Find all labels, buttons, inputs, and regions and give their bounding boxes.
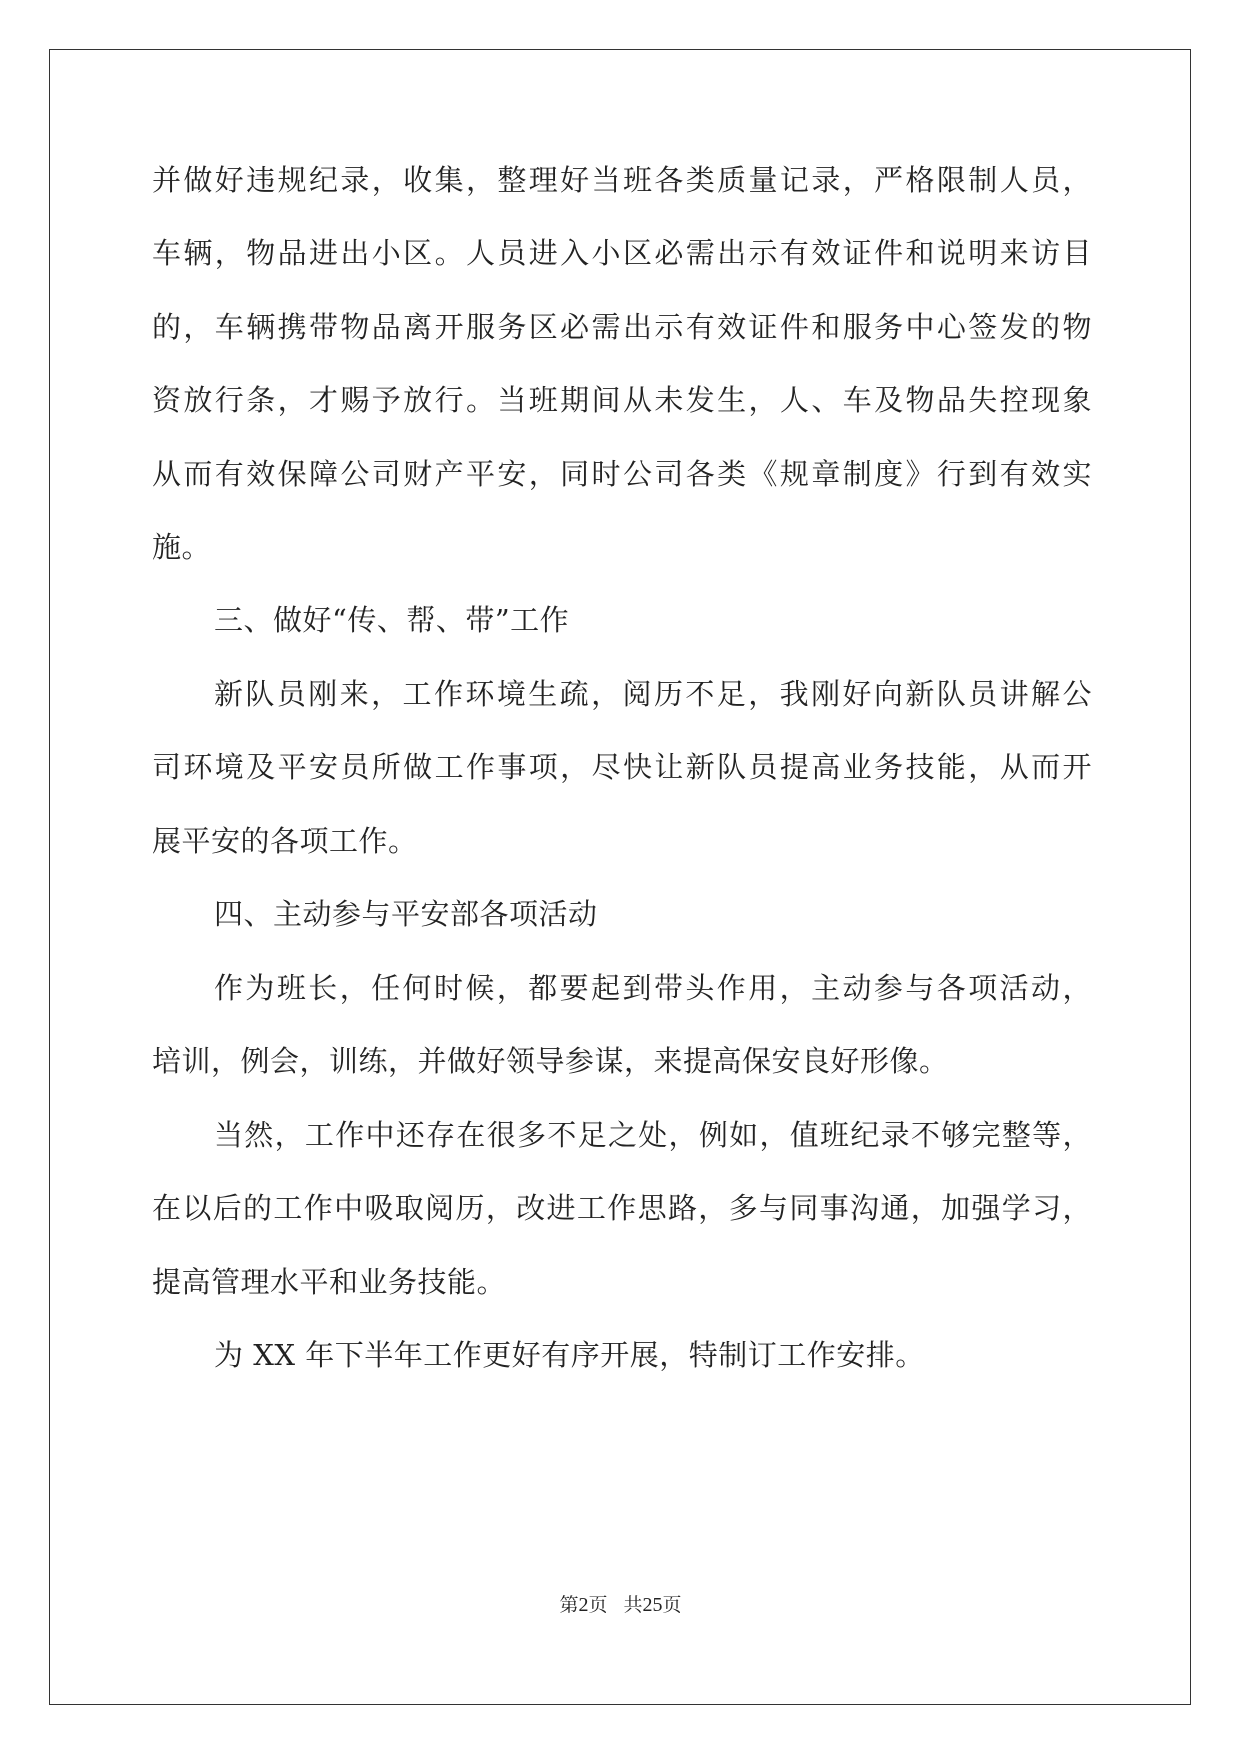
section-heading: 三、做好“传、帮、带”工作 [214, 603, 570, 637]
total-prefix: 共 [623, 1594, 643, 1616]
text-line: 从而有效保障公司财产平安，同时公司各类《规章制度》行到有效实 [152, 457, 1092, 491]
page-number: 2 [578, 1594, 589, 1616]
page-border [49, 49, 1191, 1705]
page-footer [0, 1593, 1241, 1617]
text-line: 司环境及平安员所做工作事项，尽快让新队员提高业务技能，从而开 [152, 750, 1092, 784]
page-suffix: 页 [588, 1594, 608, 1616]
text-line: 并做好违规纪录，收集，整理好当班各类质量记录，严格限制人员， [152, 163, 1092, 197]
text-line: 当然，工作中还存在很多不足之处，例如，值班纪录不够完整等， [214, 1118, 1092, 1152]
page-prefix: 第 [559, 1594, 579, 1616]
text-line: 在以后的工作中吸取阅历，改进工作思路，多与同事沟通，加强学习， [152, 1191, 1092, 1225]
section-heading: 四、主动参与平安部各项活动 [214, 897, 598, 931]
total-suffix: 页 [662, 1594, 682, 1616]
text-line: 培训，例会，训练，并做好领导参谋，来提高保安良好形像。 [152, 1044, 949, 1078]
text-line: 为 XX 年下半年工作更好有序开展，特制订工作安排。 [214, 1338, 925, 1372]
text-line: 的，车辆携带物品离开服务区必需出示有效证件和服务中心签发的物 [152, 310, 1092, 344]
text-line: 资放行条，才赐予放行。当班期间从未发生，人、车及物品失控现象 [152, 383, 1092, 417]
text-line: 展平安的各项工作。 [152, 824, 418, 858]
total-pages: 25 [642, 1594, 663, 1616]
text-line: 作为班长，任何时候，都要起到带头作用，主动参与各项活动， [214, 971, 1092, 1005]
text-line: 提高管理水平和业务技能。 [152, 1265, 507, 1299]
text-line: 新队员刚来，工作环境生疏，阅历不足，我刚好向新队员讲解公 [214, 677, 1092, 711]
text-line: 车辆，物品进出小区。人员进入小区必需出示有效证件和说明来访目 [152, 236, 1092, 270]
text-line: 施。 [152, 530, 212, 564]
